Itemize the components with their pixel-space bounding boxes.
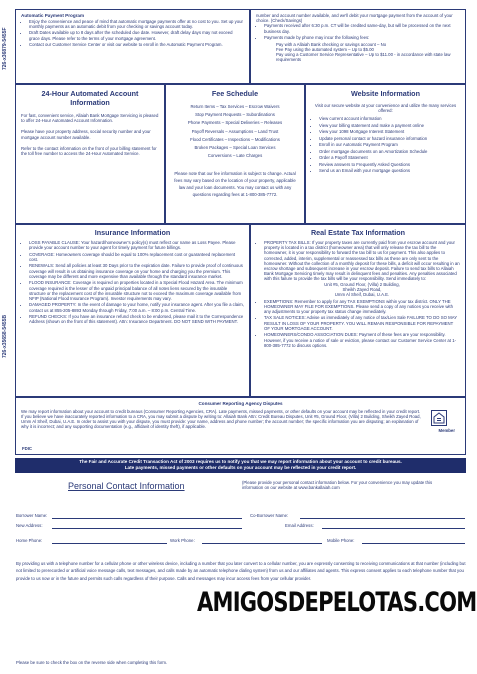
form-code-bottom: 726-x35658-5455B	[2, 314, 8, 358]
payments-bullet-1: • Payments received after 6:30 p.m. CT will be credited same-day, but will be processed on the next business day.	[264, 23, 460, 33]
email-field[interactable]	[322, 528, 465, 529]
insurance-box	[15, 224, 250, 397]
automated-title: 24-Hour Automated Account Information	[41, 89, 139, 107]
autopay-bullet-3: • Contact our Customer Service Center or visit our website to enroll in the Automatic Payment Program.	[29, 42, 244, 47]
watermark: AMIGOSDEPELOTAS.COM	[197, 587, 477, 618]
fee-item-5: Flood Certificates – Inspections – Modifications	[190, 136, 280, 142]
personal-note: (Please provide your personal contact information below. For your convenience you may update this information on our website at www.bankallaiah.com	[242, 480, 433, 491]
website-bullet-3: • View your 1098 Mortgage Interest Statement	[319, 129, 460, 134]
fee-item-1: Return Items – Tax Services – Escrow Waivers	[190, 104, 280, 109]
consent-text: By providing us with a telephone number for a cellular phone or other wireless device, including a number that you later convert to a cellular number, you are expressly consenting to receiving communications at that number (including but not limited to prerecorded or artificial voice message calls, text messages, and calls made by an automatic telephone dialing system) from us and our affiliates and agents. This express consent applies to each telephone number that you provide to us now or in the future and permits such calls regardless of their purpose. Calls and messages may incur access fees from your cellular provider.	[16, 561, 466, 581]
payments-box	[250, 9, 466, 84]
automated-para-2: Please have your property address, social security number and your mortgage account number available.	[21, 129, 151, 140]
insurance-bullet-5: • DAMAGED PROPERTY: In the event of damage to your home, notify your insurance agent. After you file a claim, contact us at 855-205-8893 Monday through Friday, 7:00 a.m. – 8:00 p.m. Central Time.	[29, 302, 244, 312]
fee-title: Fee Schedule	[211, 89, 259, 98]
borrower-name-label: Borrower Name:	[16, 513, 48, 518]
consumer-box	[15, 397, 466, 455]
autopay-list	[21, 19, 244, 48]
insurance-list	[21, 240, 244, 325]
automated-para-1: For fast, convenient service, Allaiah Bank Mortgage Servicing is pleased to offer 24-Hour Automated Account Information.	[21, 113, 159, 124]
website-bullet-8: • Review answers to Frequently Asked Questions	[319, 162, 460, 167]
insurance-title: Insurance Information	[94, 228, 171, 237]
insurance-bullet-1: • LOSS PAYABLE CLAUSE: Your hazard/homeowner's policy(s) must reflect our name as Loss Payee. Please provide your account number to your agent for timely payment for future billings.	[29, 240, 244, 250]
insurance-bullet-3: • RENEWALS: Send all policies at least 30 Days prior to the expiration date. Failure to provide proof of continuous coverage will result in us obtaining insurance coverage on your home and charging you the premium. This coverage may be different and more expensive than available through the standard insurance market.	[29, 263, 244, 279]
work-phone-label: Work Phone:	[170, 538, 195, 543]
footer-note: Please be sure to check the box on the reverse side when completing this form.	[16, 660, 168, 665]
work-phone-field[interactable]	[202, 543, 322, 544]
new-address-field[interactable]	[52, 528, 242, 529]
consumer-title: Consumer Reporting Agency Disputes	[198, 401, 283, 406]
automated-box	[15, 84, 165, 224]
fee-line-1: Pay with a Allaiah Bank checking or savings account – No	[276, 41, 387, 47]
realestate-bullet-4: • HOMEOWNERS/CONDO ASSOCIATION DUES: Payment of these fees are your responsibility. However, if you receive a notice of sale or eviction, please contact our Customer Service Center at 1-800-385-7772 to discuss options.	[264, 332, 460, 348]
fee-box	[165, 84, 305, 224]
fee-line-3: Pay using a Customer Service Representative – Up to $11.00 - in accordance with state law requirements	[276, 52, 451, 63]
insurance-bullet-6: • REFUND CHECKS: If you have an insurance refund check to be endorsed, please mail it to the Correspondence Address (shown on the front of this statement). Attn: Insurance Department. DO NOT SEND WITH PAYMENT.	[29, 314, 244, 324]
tax-address	[264, 282, 460, 298]
fee-line-2: Fee Pay using the automated system – Up to $5.00	[276, 46, 374, 52]
insurance-bullet-4: • FLOOD INSURANCE: Coverage is required on properties located in a Special Flood Hazard Area. The minimum coverage required is the lesser of the unpaid principal balance of all notes liens secured by the insurable structure or the replacement cost of the insurable structure not to exceed the maximum coverage available from NFIP (National Flood Insurance Program). Investor requirements may vary.	[29, 280, 244, 301]
website-bullet-6: • Order mortgage documents on an Amortization Schedule	[319, 149, 460, 154]
website-box	[305, 84, 466, 224]
payments-list	[256, 23, 460, 40]
form-code-top: 726-x36879-5455F	[2, 27, 8, 70]
fee-item-3: Phone Payments – Special Deliveries – Releases	[187, 120, 283, 126]
fcra-line-1: The Fair and Accurate Credit Transaction Act of 2003 requires us to notify you that we may report information about your account to credit bureaus.	[79, 459, 402, 464]
website-bullet-9: • Send us an Email with your mortgage questions	[319, 168, 460, 173]
fee-item-2: Stop Payment Requests – Subordinations	[195, 112, 275, 118]
insurance-bullet-2: • COVERAGE: Homeowners coverage should be equal to 100% replacement cost or guaranteed replacement cost.	[29, 252, 244, 262]
borrower-name-field[interactable]	[52, 518, 242, 519]
website-bullet-4: • Update personal contact or hazard insurance information	[319, 136, 460, 141]
realestate-box	[250, 224, 466, 397]
coborrower-name-label: Co-Borrower Name:	[250, 513, 289, 518]
fee-item-6: Broken Packages – Special Loan Services	[194, 145, 276, 151]
fdic-label: FDIC	[22, 445, 33, 451]
realestate-bullet-1-text: PROPERTY TAX BILLS: If your property taxes are currently paid from your escrow account and your property is located in a tax district (homeowner area) that will only release the tax bill to the homeowner, it is your responsibility to forward the tax bill to us for payment. This also applies to corrected, added, interim, supplemental or reassessed tax bills as these are only sent to the homeowner. Without the collection of a monthly deposit for these bills, a deficit will occur resulting in an escrow shortage and subsequent increase in your escrow deposit. Failure to send tax bills to Allaiah Bank Mortgage Servicing timely may result in delinquent fees and penalties. Any penalties associated with this failure to provide the tax bills will be your responsibility. Send immediately to:	[264, 240, 460, 282]
realestate-list	[256, 240, 460, 348]
fee-lines	[256, 42, 460, 63]
realestate-bullet-1	[264, 240, 460, 297]
automated-para-3: Refer to the contact information on the front of your billing statement for the toll free number to access the 24-Hour Automated Service.	[21, 145, 157, 157]
website-bullet-2: • View your billing statement and make a payment online	[319, 123, 460, 128]
personal-title: Personal Contact Information	[68, 481, 185, 491]
payments-intro: number and account number available, and we'll debit your mortgage payment from the account of your choice. (Check/Savings)	[256, 13, 453, 24]
new-address-label: New Address:	[16, 523, 43, 528]
email-label: Email Address:	[285, 523, 314, 528]
member-label: Member	[438, 428, 455, 433]
tax-address-line-2: Sheikh Zayed Road,	[342, 286, 382, 292]
consumer-text: We may report information about your account to credit bureaus (Consumer Reporting Agencies, CRA). Late payments, missed payments, or other defaults on your account may be reflected in your credit report. If you believe we have inaccurately reported information to a CRA, you may submit a dispute by writing to: Allaiah Bank Attn: Credit Bureau Disputes, Unit #5, Ground Floor, (Villa) 2 Building, Sheikh Zayed Road, Umm Al Sheif, Dubai, U.A.E. In order to assist you with your dispute, you must provide: your name, address and phone number; the account number; the specific information you are disputing; an explanation of why it is incorrect; and any supporting documentation (e.g., affidavit of identity theft), if applicable.	[21, 408, 421, 430]
realestate-bullet-3: • TAX SALE NOTICES: Advise us immediately of any notice of tax/Lien Sale FAILURE TO DO SO MAY RESULT IN LOSS OF YOUR PROPERTY. YOU WILL REMAIN RESPONSIBLE FOR REPAYMENT OF YOUR MORTGAGE ACCOUNT.	[264, 315, 460, 331]
fee-note: Please note that our fee information is subject to change. Actual fees may vary based on the location of your property, applicable law and your loan documents. You may contact us with any questions regarding fees at 1-800-385-7772.	[174, 171, 296, 198]
website-intro: Visit our secure website at your convenience and utilize the many services offered:	[314, 103, 457, 114]
autopay-title: Automatic Payment Program	[21, 13, 85, 18]
mobile-phone-label: Mobile Phone:	[327, 538, 355, 543]
equal-housing-icon	[431, 410, 447, 426]
home-phone-field[interactable]	[52, 543, 167, 544]
website-list	[311, 116, 460, 173]
fcra-notice-bar	[15, 458, 466, 473]
realestate-bullet-2: • EXEMPTIONS: Remember to apply for any TAX EXEMPTIONS within your tax district. ONLY THE HOMEOWNER MAY FILE FOR EXEMPTIONS. Please send a copy of any notices you receive with any adjustments to your property tax status change immediately.	[264, 299, 460, 315]
tax-address-line-1: Unit #5, Ground Floor, (Villa) 2 Building,	[324, 281, 400, 287]
website-bullet-1: • View current account information	[319, 116, 460, 121]
fee-items	[171, 103, 299, 160]
website-bullet-7: • Order a Payoff Statement	[319, 155, 460, 160]
fee-item-7: Conversions – Late Charges	[207, 153, 263, 159]
payments-bullet-2: • Payments made by phone may incur the following fees:	[264, 35, 460, 40]
fcra-line-2: Late payments, missed payments or other defaults on your account may be reflected in your credit report.	[124, 465, 357, 470]
coborrower-name-field[interactable]	[300, 518, 465, 519]
website-title: Website Information	[351, 89, 420, 98]
home-phone-label: Home Phone:	[16, 538, 43, 543]
realestate-title: Real Estate Tax Information	[310, 228, 406, 237]
mobile-phone-field[interactable]	[362, 543, 465, 544]
tax-address-line-3: Umm Al Sheif, Dubai, U.A.E.	[334, 292, 390, 298]
autopay-bullet-1: • Enjoy the convenience and peace of mind that automatic mortgage payments offer at no cost to you. Set up your monthly payments as an automatic debit from your checking or savings account today.	[29, 19, 244, 29]
autopay-bullet-2: • Draft Dates available up to 8 days after the scheduled due date. However, draft delay days may not exceed grace days. Please refer to the terms of your mortgage agreement.	[29, 30, 244, 40]
website-bullet-5: • Enroll in our Automatic Payment Program	[319, 142, 460, 147]
fee-item-4: Payoff Reversals – Assumptions – Land Trust	[191, 128, 279, 134]
autopay-box	[15, 9, 250, 84]
